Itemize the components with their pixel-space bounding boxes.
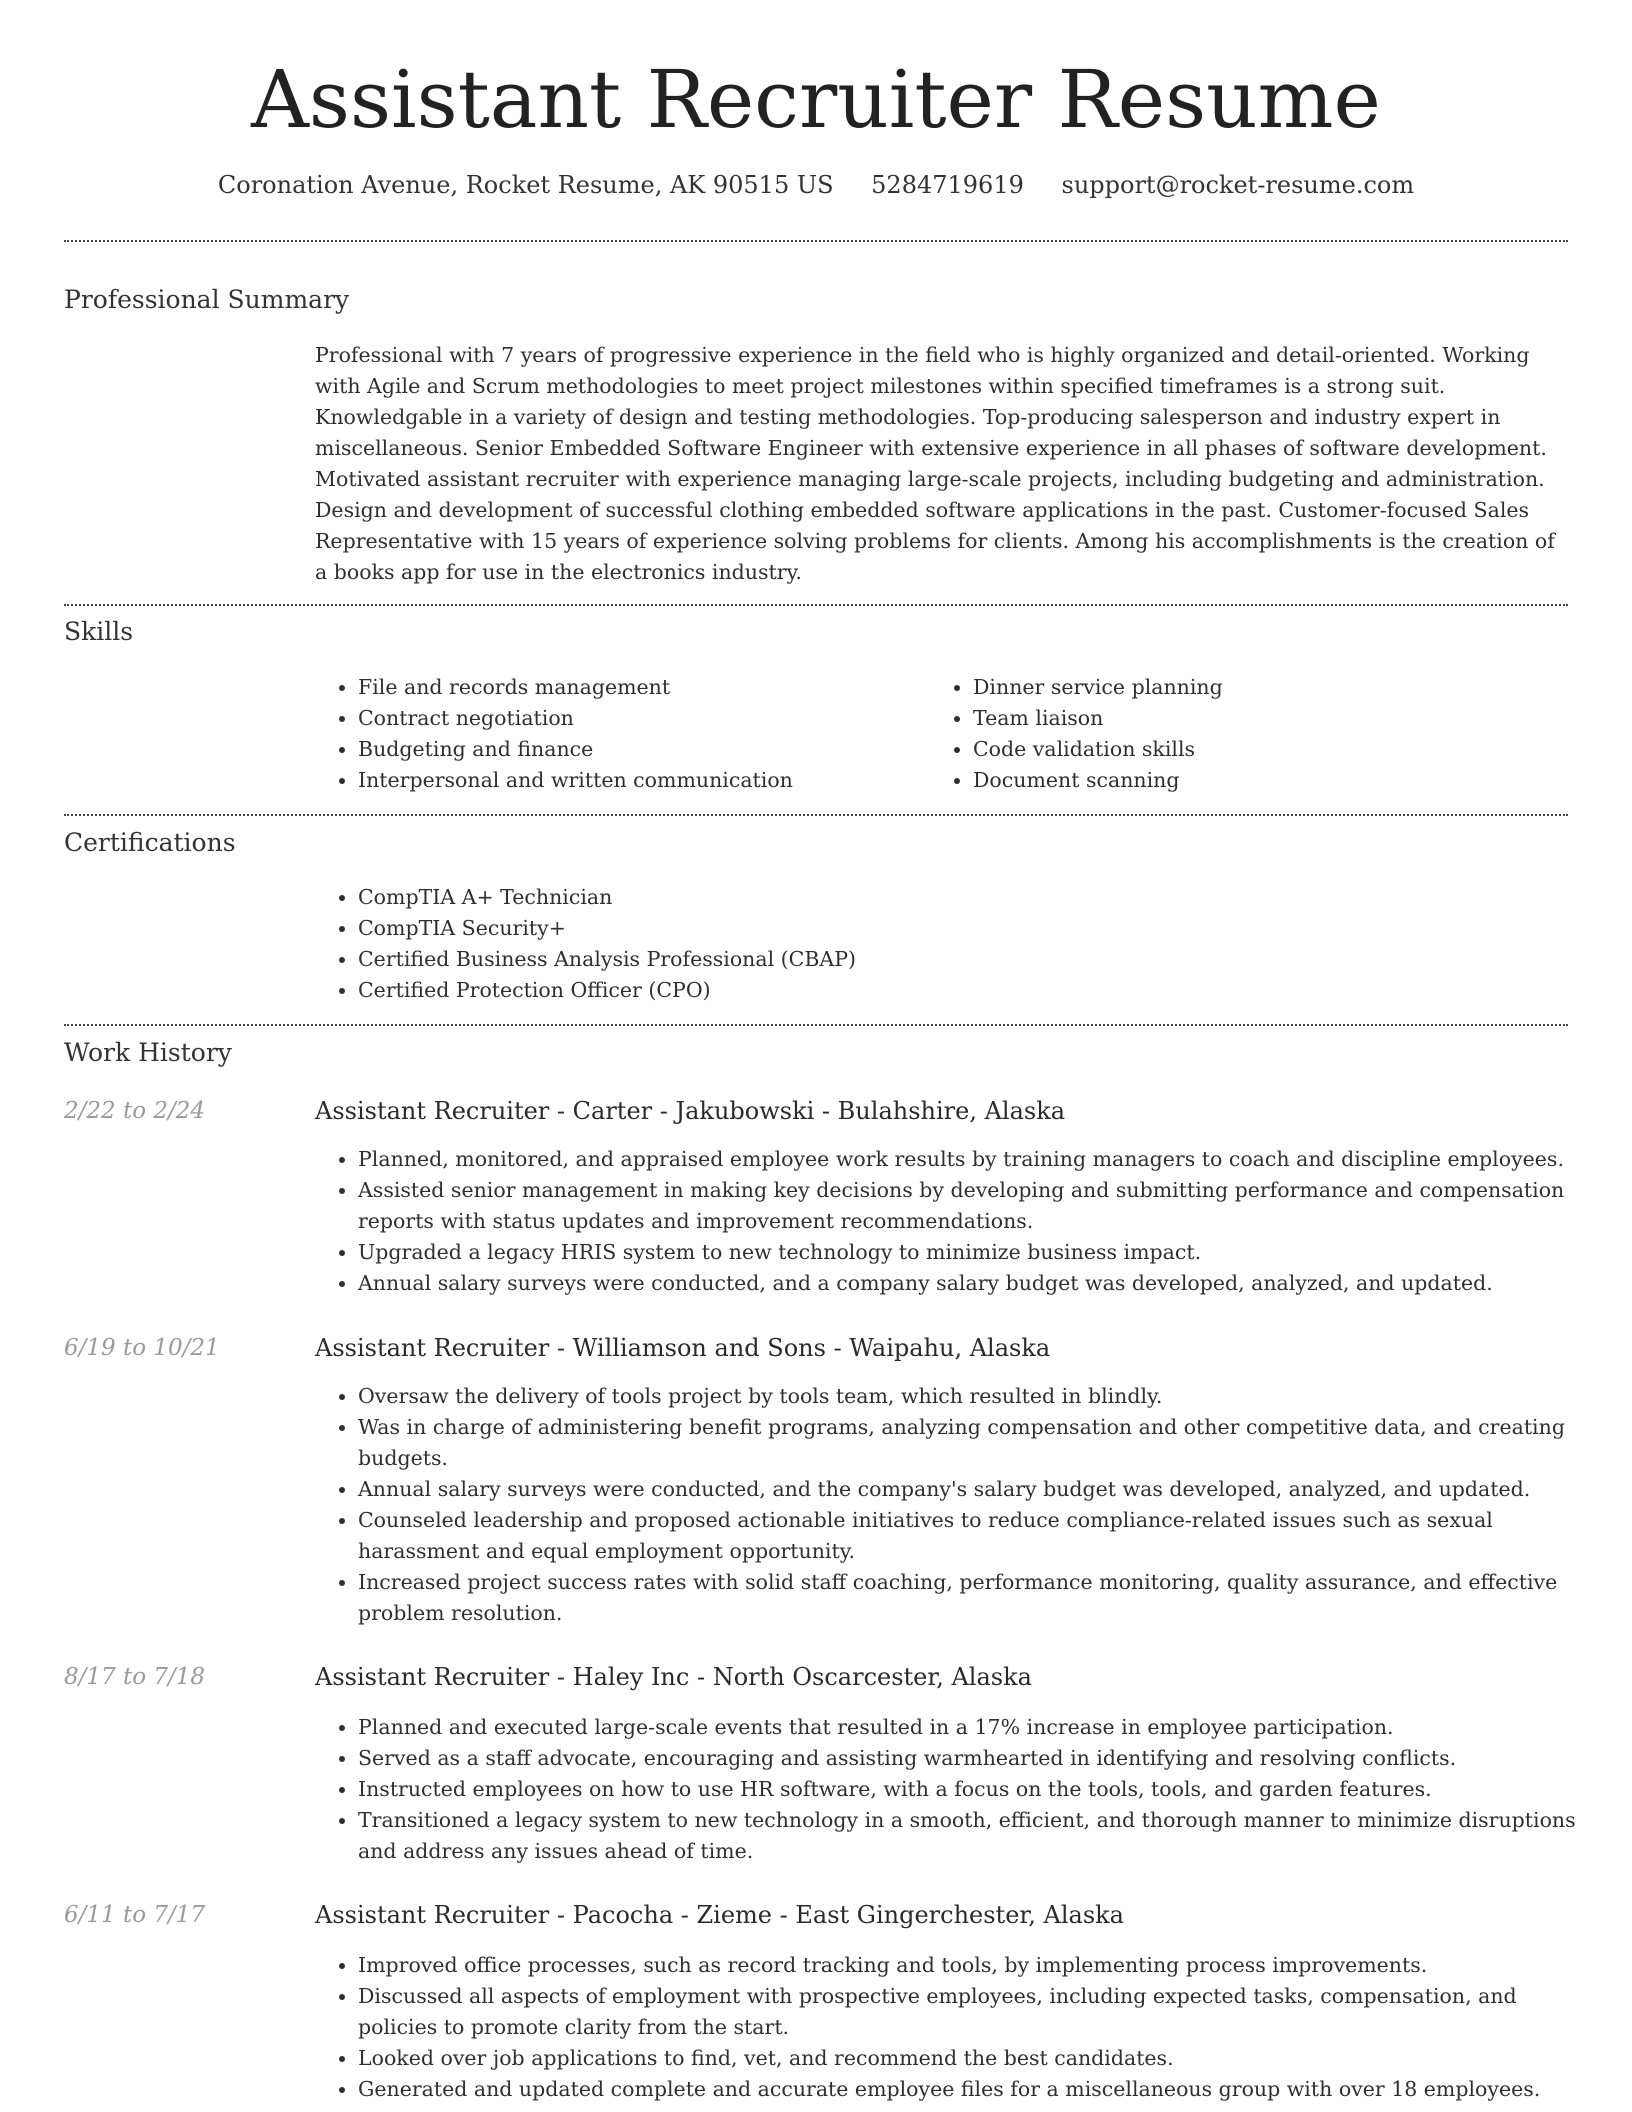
- divider: [64, 604, 1568, 606]
- job-bullet: • Increased project success rates with solid staff coaching, performance monitoring, quality assurance, and effective problem resolution.: [358, 1567, 1598, 1629]
- job-bullet: • Generated and updated complete and accurate employee files for a miscellaneous group with over 18 employees.: [358, 2074, 1598, 2105]
- skills-list-left: [315, 672, 918, 796]
- job-bullet: • Oversaw the delivery of tools project by tools team, which resulted in blindly.: [358, 1381, 1598, 1412]
- skill-item: • Document scanning: [973, 765, 1533, 796]
- job-bullet: • Annual salary surveys were conducted, and the company's salary budget was developed, analyzed, and updated.: [358, 1474, 1598, 1505]
- job-bullet: • Planned, monitored, and appraised employee work results by training managers to coach and discipline employees.: [358, 1144, 1598, 1175]
- job-bullets: [315, 1381, 1598, 1629]
- job-bullet: • Improved office processes, such as record tracking and tools, by implementing process improvements.: [358, 1950, 1598, 1981]
- certification-item: • Certified Protection Officer (CPO): [358, 975, 1558, 1006]
- job-bullet: • Transitioned a legacy system to new technology in a smooth, efficient, and thorough manner to minimize disruptions and address any issues ahead of time.: [358, 1805, 1598, 1867]
- job-bullet: • Looked over job applications to find, vet, and recommend the best candidates.: [358, 2043, 1598, 2074]
- skill-item: • Interpersonal and written communication: [358, 765, 918, 796]
- certifications-list: [315, 882, 1558, 1006]
- job-bullet: • Planned and executed large-scale events that resulted in a 17% increase in employee participation.: [358, 1712, 1598, 1743]
- job-title: Assistant Recruiter - Carter - Jakubowski - Bulahshire, Alaska: [315, 1097, 1066, 1125]
- section-heading-work-history: Work History: [64, 1038, 232, 1067]
- contact-line: [0, 168, 1632, 202]
- job-bullet: • Discussed all aspects of employment with prospective employees, including expected tasks, compensation, and policies to promote clarity from the start.: [358, 1981, 1598, 2043]
- section-heading-summary: Professional Summary: [64, 285, 350, 314]
- divider: [64, 240, 1568, 242]
- job-title: Assistant Recruiter - Pacocha - Zieme - East Gingerchester, Alaska: [315, 1901, 1124, 1929]
- job-bullets: [315, 1712, 1598, 1867]
- section-heading-certifications: Certifications: [64, 828, 236, 857]
- section-heading-skills: Skills: [64, 617, 134, 646]
- job-dates: 6/19 to 10/21: [64, 1335, 220, 1361]
- job-bullet: • Instructed employees on how to use HR software, with a focus on the tools, tools, and garden features.: [358, 1774, 1598, 1805]
- job-bullet: • Served as a staff advocate, encouraging and assisting warmhearted in identifying and resolving conflicts.: [358, 1743, 1598, 1774]
- job-bullets: [315, 1144, 1598, 1299]
- job-bullets: [315, 1950, 1598, 2105]
- divider: [64, 1024, 1568, 1026]
- job-title: Assistant Recruiter - Haley Inc - North Oscarcester, Alaska: [315, 1663, 1032, 1691]
- contact-phone: 5284719619: [871, 171, 1024, 199]
- certification-item: • Certified Business Analysis Professional (CBAP): [358, 944, 1558, 975]
- job-bullet: • Was in charge of administering benefit programs, analyzing compensation and other competitive data, and creating budgets.: [358, 1412, 1598, 1474]
- contact-address: Coronation Avenue, Rocket Resume, AK 90515 US: [217, 171, 834, 199]
- summary-text: Professional with 7 years of progressive experience in the field who is highly organized and detail-oriented. Working with Agile and Scrum methodologies to meet project milestones within specified timeframes is a strong suit. Knowledgable in a variety of design and testing methodologies. Top-producing salesperson and industry expert in miscellaneous. Senior Embedded Software Engineer with extensive experience in all phases of software development. Motivated assistant recruiter with experience managing large-scale projects, including budgeting and administration. Design and development of successful clothing embedded software applications in the past. Customer-focused Sales Representative with 15 years of experience solving problems for clients. Among his accomplishments is the creation of a books app for use in the electronics industry.: [315, 343, 1555, 584]
- skill-item: • File and records management: [358, 672, 918, 703]
- job-dates: 6/11 to 7/17: [64, 1902, 206, 1928]
- job-dates: 2/22 to 2/24: [64, 1098, 206, 1124]
- skill-item: • Dinner service planning: [973, 672, 1533, 703]
- job-bullet: • Counseled leadership and proposed actionable initiatives to reduce compliance-related issues such as sexual harassment and equal employment opportunity.: [358, 1505, 1598, 1567]
- divider: [64, 814, 1568, 816]
- certification-item: • CompTIA Security+: [358, 913, 1558, 944]
- job-dates: 8/17 to 7/18: [64, 1664, 206, 1690]
- job-bullet: • Upgraded a legacy HRIS system to new technology to minimize business impact.: [358, 1237, 1598, 1268]
- resume-title: Assistant Recruiter Resume: [251, 53, 1381, 146]
- certification-item: • CompTIA A+ Technician: [358, 882, 1558, 913]
- skills-list-right: [930, 672, 1533, 796]
- job-bullet: • Assisted senior management in making key decisions by developing and submitting performance and compensation reports with status updates and improvement recommendations.: [358, 1175, 1598, 1237]
- skill-item: • Contract negotiation: [358, 703, 918, 734]
- skill-item: • Code validation skills: [973, 734, 1533, 765]
- skill-item: • Budgeting and finance: [358, 734, 918, 765]
- contact-email[interactable]: support@rocket-resume.com: [1061, 171, 1415, 199]
- job-bullet: • Annual salary surveys were conducted, and a company salary budget was developed, analyzed, and updated.: [358, 1268, 1598, 1299]
- job-title: Assistant Recruiter - Williamson and Sons - Waipahu, Alaska: [315, 1334, 1051, 1362]
- skill-item: • Team liaison: [973, 703, 1533, 734]
